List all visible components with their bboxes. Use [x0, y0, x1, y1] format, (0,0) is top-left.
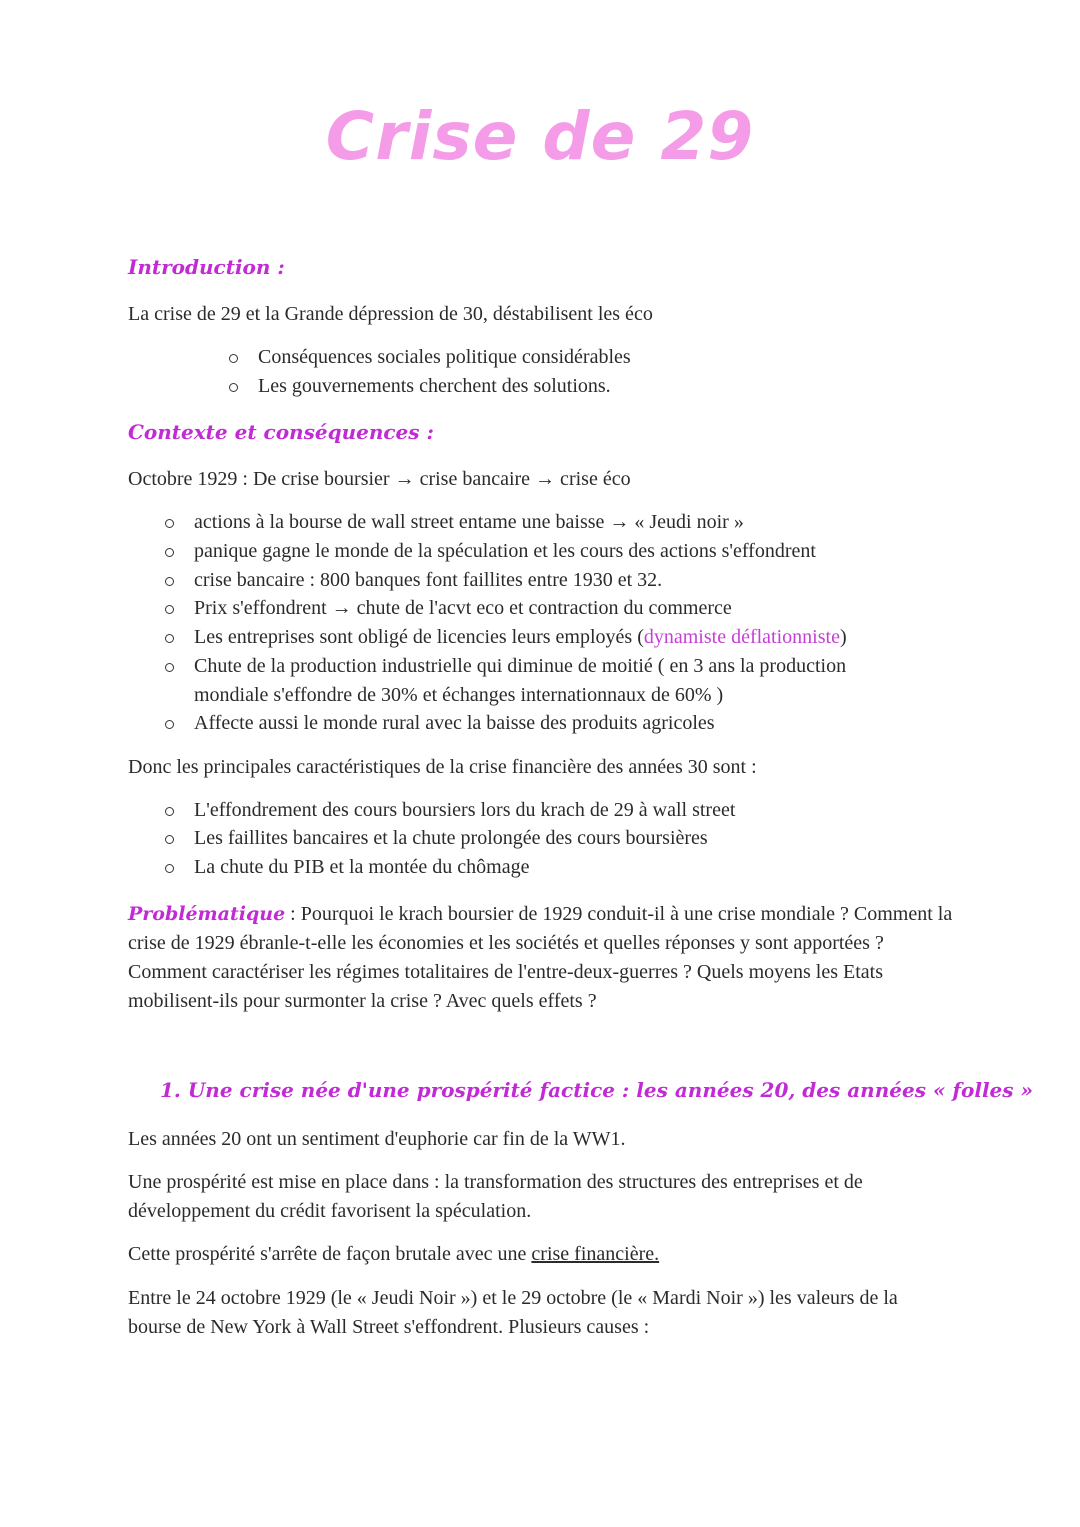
- summary-text: Donc les principales caractéristiques de la crise financière des années 30 sont :: [128, 756, 757, 778]
- introduction-text: La crise de 29 et la Grande dépression de 30, déstabilisent les éco: [128, 303, 653, 325]
- list-item: panique gagne le monde de la spéculation et les cours des actions s'effondrent: [194, 537, 954, 566]
- bullet-icon: [165, 577, 174, 586]
- bullet-icon: [165, 519, 174, 528]
- list-item: Conséquences sociales politique considérables: [258, 343, 958, 372]
- bullet-icon: [165, 605, 174, 614]
- bullet-icon: [165, 548, 174, 557]
- bullet-icon: [165, 807, 174, 816]
- list-item: La chute du PIB et la montée du chômage: [194, 853, 954, 882]
- page-title: Crise de 29: [325, 98, 755, 175]
- section-1-paragraph-4: Entre le 24 octobre 1929 (le « Jeudi Noir ») et le 29 octobre (le « Mardi Noir ») les valeurs de la bourse de New York à Wall Street s'effondrent. Plusieurs causes :: [128, 1287, 898, 1338]
- bullet-icon: [165, 835, 174, 844]
- bullet-icon: [165, 634, 174, 643]
- section-1-paragraph-1: Les années 20 ont un sentiment d'euphorie car fin de la WW1.: [128, 1128, 626, 1150]
- crise-financiere-term: crise financière.: [531, 1243, 660, 1265]
- list-item: Les faillites bancaires et la chute prolongée des cours boursières: [194, 824, 954, 853]
- list-item: actions à la bourse de wall street entame une baisse → « Jeudi noir »: [194, 508, 954, 537]
- list-item: Affecte aussi le monde rural avec la baisse des produits agricoles: [194, 709, 954, 738]
- section-1-paragraph-2: Une prospérité est mise en place dans : la transformation des structures des entreprises et de développement du crédit favorisent la spéculation.: [128, 1171, 863, 1222]
- list-item: Chute de la production industrielle qui diminue de moitié ( en 3 ans la production mondiale s'effondre de 30% et échanges internationnaux de 60% ): [194, 652, 954, 710]
- section-1-heading: 1. Une crise née d'une prospérité factice : les années 20, des années « folles »: [160, 1078, 1033, 1102]
- list-item: Les gouvernements cherchent des solutions.: [258, 372, 958, 401]
- list-item: crise bancaire : 800 banques font faillites entre 1930 et 32.: [194, 566, 954, 595]
- introduction-heading: Introduction :: [128, 255, 285, 279]
- bullet-icon: [165, 663, 174, 672]
- list-item: L'effondrement des cours boursiers lors du krach de 29 à wall street: [194, 796, 954, 825]
- contexte-heading: Contexte et conséquences :: [128, 420, 434, 444]
- accent-term: dynamiste déflationniste: [643, 626, 840, 648]
- problematique-label: Problématique: [128, 903, 286, 925]
- bullet-icon: [165, 864, 174, 873]
- section-1-paragraph-3: Cette prospérité s'arrête de façon brutale avec une crise financière.: [128, 1243, 660, 1265]
- problematique-paragraph: Problématique : Pourquoi le krach boursier de 1929 conduit-il à une crise mondiale ? Comment la crise de 1929 ébranle-t-elle les économies et les sociétés et quelles réponses y sont apportées ? Comment caractériser les régimes totalitaires de l'entre-deux-guerres ? Quels moyens les Etats mobilisent-ils pour surmonter la crise ? Avec quels effets ?: [128, 903, 953, 1012]
- list-item: Prix s'effondrent → chute de l'acvt eco et contraction du commerce: [194, 594, 954, 623]
- bullet-icon: [229, 354, 238, 363]
- bullet-icon: [165, 720, 174, 729]
- list-item: Les entreprises sont obligé de licencies leurs employés (dynamiste déflationniste): [194, 623, 954, 652]
- contexte-text: Octobre 1929 : De crise boursier → crise bancaire → crise éco: [128, 468, 631, 490]
- bullet-icon: [229, 383, 238, 392]
